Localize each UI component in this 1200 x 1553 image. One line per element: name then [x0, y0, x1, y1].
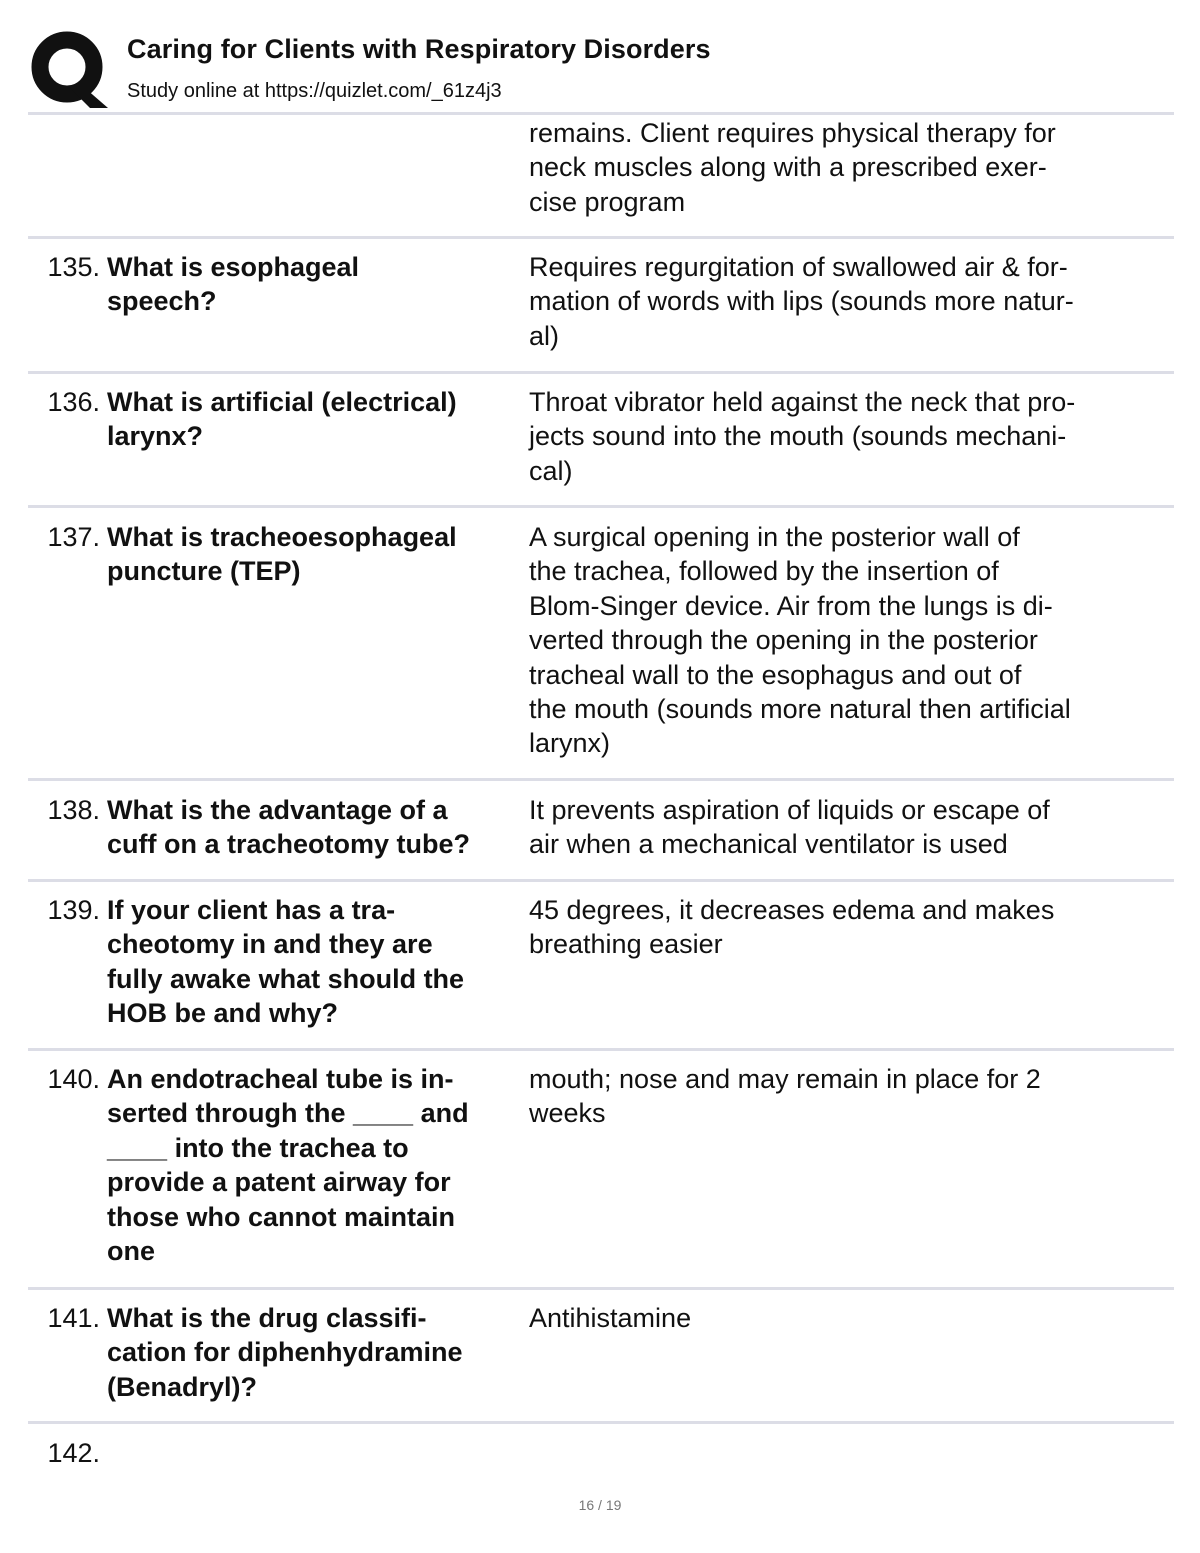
page-header	[30, 28, 1180, 112]
card-question: What is artificial (electrical) larynx?	[107, 387, 457, 452]
continuation-answer: remains. Client requires physical therapy for neck muscles along with a prescribed exer- cise program	[529, 118, 1056, 217]
card-question: What is the advantage of a cuff on a tracheotomy tube?	[107, 795, 471, 860]
card-answer: Requires regurgitation of swallowed air & for- mation of words with lips (sounds more natur- al)	[529, 252, 1074, 351]
header-divider	[28, 112, 1174, 115]
row-divider	[28, 1421, 1174, 1424]
card-number: 140.	[47, 1064, 100, 1094]
card-answer: 45 degrees, it decreases edema and makes breathing easier	[529, 895, 1055, 960]
row-divider	[28, 371, 1174, 374]
card-number: 137.	[47, 522, 100, 552]
page-number: 16 / 19	[578, 1497, 622, 1513]
row-divider	[28, 505, 1174, 508]
card-question: What is the drug classifi- cation for diphenhydramine (Benadryl)?	[107, 1303, 463, 1402]
quizlet-logo-icon	[30, 30, 108, 108]
card-question: An endotracheal tube is in- serted through the ____ and ____ into the trachea to provide a patent airway for those who cannot maintain one	[107, 1064, 469, 1267]
card-number: 136.	[47, 387, 100, 417]
card-question: If your client has a tra- cheotomy in and they are fully awake what should the HOB be and why?	[107, 895, 465, 1029]
card-number: 139.	[47, 895, 100, 925]
row-divider	[28, 236, 1174, 239]
row-divider	[28, 778, 1174, 781]
row-divider	[28, 1287, 1174, 1290]
card-answer: Throat vibrator held against the neck that pro- jects sound into the mouth (sounds mechani- cal)	[529, 387, 1076, 486]
card-answer: A surgical opening in the posterior wall of the trachea, followed by the insertion of Blom-Singer device. Air from the lungs is di- verted through the opening in the posterior tracheal wall to the esophagus and out of the mouth (sounds more natural then artificial larynx)	[529, 522, 1071, 759]
row-divider	[28, 1048, 1174, 1051]
card-answer: It prevents aspiration of liquids or escape of air when a mechanical ventilator is used	[529, 795, 1050, 860]
card-answer: Antihistamine	[529, 1303, 692, 1333]
card-number: 135.	[47, 252, 100, 282]
page-title: Caring for Clients with Respiratory Disorders	[127, 34, 711, 64]
row-divider	[28, 879, 1174, 882]
card-question: What is tracheoesophageal puncture (TEP)	[107, 522, 457, 587]
study-link[interactable]: Study online at https://quizlet.com/_61z4j3	[127, 80, 502, 102]
card-number: 141.	[47, 1303, 100, 1333]
card-answer: mouth; nose and may remain in place for 2 weeks	[529, 1064, 1041, 1129]
card-question: What is esophageal speech?	[107, 252, 360, 317]
card-number: 138.	[47, 795, 100, 825]
card-number: 142.	[47, 1438, 100, 1468]
